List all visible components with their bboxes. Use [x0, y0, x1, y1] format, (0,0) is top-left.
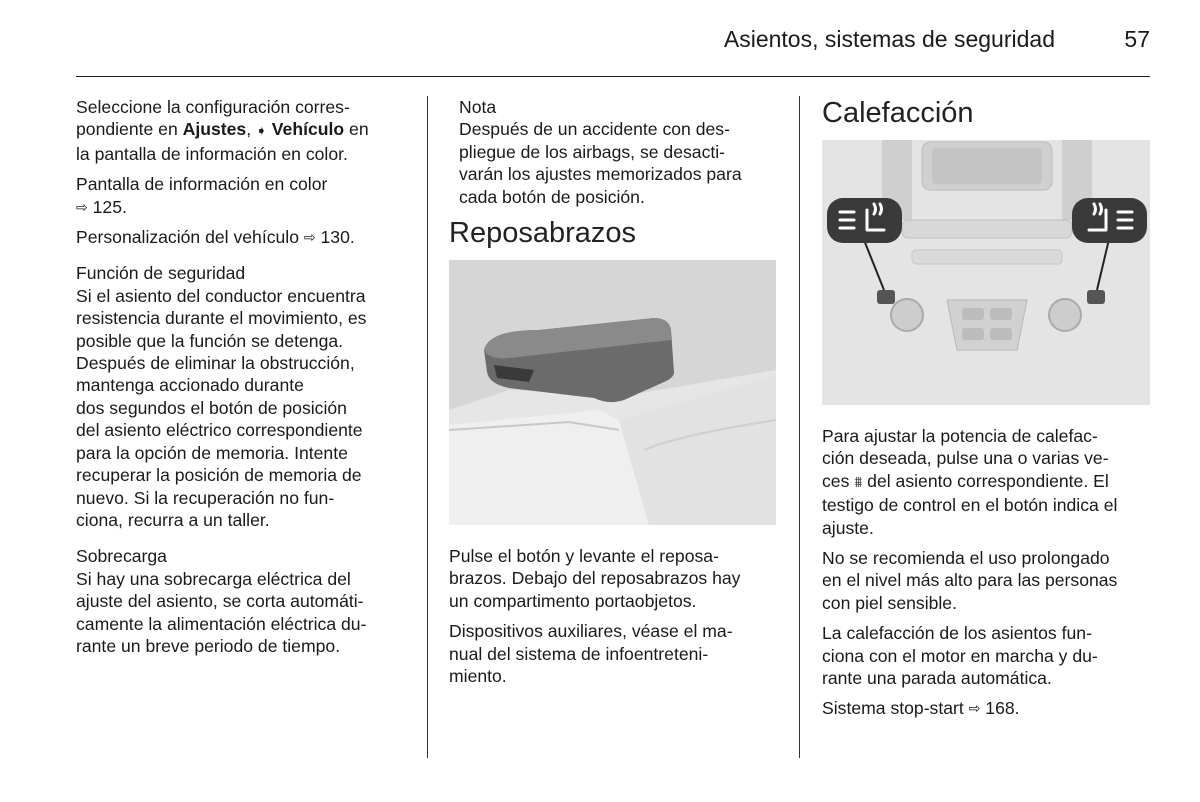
- calefaccion-paragraph-3: La calefacción de los asientos fun- ciona con el motor en marcha y du- rante una parada automática.: [822, 623, 1098, 689]
- calefaccion-paragraph-4: Sistema stop-start ⇨ 168.: [822, 698, 1020, 719]
- reposabrazos-paragraph-2: Dispositivos auxiliares, véase el ma- nual del sistema de infoentreteni- miento.: [449, 621, 733, 687]
- personal-ref-paragraph: Personalización del vehículo ⇨ 130.: [76, 227, 355, 248]
- arrow-ref-icon: ⇨: [303, 229, 316, 246]
- column-3: [822, 96, 1152, 728]
- sobrecarga-title: Sobrecarga: [76, 546, 167, 567]
- nota-box: Nota Después de un accidente con des- pliegue de los airbags, se desacti- varán los ajustes memorizados para cada botón de posición.: [459, 96, 779, 208]
- column-1: [76, 96, 406, 665]
- reposabrazos-heading: Reposabrazos: [449, 217, 636, 250]
- nota-title: Nota: [459, 97, 497, 117]
- calefaccion-paragraph-2: No se recomienda el uso prolongado en el nivel más alto para las personas con piel sensible.: [822, 548, 1118, 613]
- intro-paragraph: Seleccione la configuración corres- pondiente en Ajustes, ➧ Vehículo en la pantalla de información en color.: [76, 97, 369, 164]
- column-divider: [799, 96, 800, 758]
- armrest-illustration: [449, 260, 776, 525]
- funcion-seguridad-section: Función de seguridad Si el asiento del conductor encuentra resistencia durante el movimiento, es posible que la función se detenga. Después de eliminar la obstrucción, mantenga accionado durante dos segundos el botón de posición del asiento eléctrico correspondiente para la opción de memoria. Intente recuperar la posición de memoria de nuevo. Si la recuperación no fun- ciona, recurra a un taller.: [76, 262, 406, 531]
- arrow-ref-icon: ⇨: [968, 700, 981, 717]
- funcion-seguridad-title: Función de seguridad: [76, 263, 246, 284]
- calefaccion-heading: Calefacción: [822, 97, 974, 129]
- pantalla-ref-paragraph: Pantalla de información en color ⇨ 125.: [76, 174, 328, 217]
- page-header: [76, 24, 1150, 77]
- reposabrazos-paragraph-1: Pulse el botón y levante el reposa- brazos. Debajo del reposabrazos hay un compartimento portaobjetos.: [449, 546, 741, 611]
- calefaccion-paragraph-1: Para ajustar la potencia de calefac- ción deseada, pulse una o varias ve- ces ⩩ del asiento correspondiente. El testigo de control en el botón indica el ajuste.: [822, 426, 1118, 538]
- seat-heating-illustration: [822, 140, 1150, 405]
- section-title: Asientos, sistemas de seguridad: [723, 26, 1055, 52]
- sobrecarga-section: Sobrecarga Si hay una sobrecarga eléctrica del ajuste del asiento, se corta automáti- camente la alimentación eléctrica du- rante un breve periodo de tiempo.: [76, 545, 406, 657]
- arrow-ref-icon: ⇨: [76, 198, 88, 215]
- column-2: [449, 96, 779, 695]
- ajustes-label: Ajustes: [182, 119, 247, 140]
- vehiculo-label: Vehículo: [271, 119, 345, 140]
- arrow-right-icon: ➧: [255, 123, 267, 139]
- seat-heat-icon: ⩩: [854, 473, 863, 491]
- column-divider: [427, 96, 428, 758]
- page-number: 57: [1124, 26, 1150, 52]
